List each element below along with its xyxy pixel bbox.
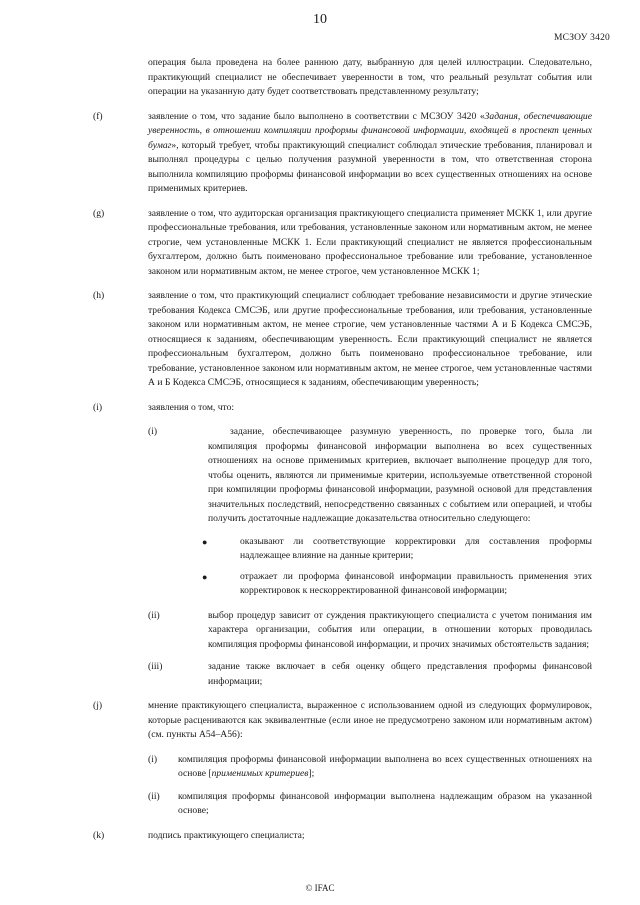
bullet-item [202,535,592,564]
sub-item-label: (i) [148,753,158,765]
item-text: подпись практикующего специалиста; [148,829,305,841]
sub-item-i-3 [148,660,592,689]
sub-item-text: задание также включает в себя оценку общего представления проформы финансовой информации; [208,661,592,687]
sub-item-text: компиляция проформы финансовой информации выполнена надлежащим образом на указанной основе; [178,790,592,816]
item-text: мнение практикующего специалиста, выраженное с использованием одной из следующих формулировок, которые расцениваются как эквивалентные (если иное не предусмотрено законом или нормативным актом) (см. пункты A54–A56): [148,700,592,740]
item-label: (j) [93,700,103,711]
bullet-icon: ● [202,536,208,547]
list-item-j [93,699,592,743]
sub-item-text: выбор процедур зависит от суждения практикующего специалиста с учетом понимания им характера организации, события или операции, в отношении которых проводилась компиляция проформы финансовой информации, и прочих значимых обстоятельств задания; [208,609,592,650]
sub-item-i-1 [148,425,592,527]
bullet-icon: ● [202,571,208,582]
item-label: (h) [93,290,105,301]
item-label: (f) [93,110,103,122]
item-label: (i) [93,401,103,413]
item-label: (k) [93,829,105,841]
sub-item-label: (ii) [148,609,160,621]
sub-item-i-2 [148,609,592,653]
bullet-item [202,570,592,599]
item-label: (g) [93,207,105,219]
sub-item-text: компиляция проформы финансовой информации выполнена во всех существенных отношениях на основе [ [178,753,592,779]
sub-item-label: (i) [148,426,158,437]
copyright-footer: © IFAC [305,883,335,893]
item-text: заявление о том, что задание было выполнено в соответствии с МСЗОУ 3420 « [148,110,485,122]
sub-item-text: задание, обеспечивающее разумную уверенность, по проверке того, была ли компиляция проформы финансовой информации выполнена во всех существенных отношениях на основе применимых критериев, включает выполнение процедур для того, чтобы оценить, являются ли применимые критерии, используемые ответственной стороной при компиляции проформы финансовой информации, разумной основой для представления значительных последствий, непосредственно связанных с событием или операцией, и чтобы получить достаточные надлежащие доказательства относительно следующего: [208,426,592,524]
list-item-k [93,829,592,844]
criteria-placeholder: применимых критериев [211,768,309,779]
list-item-f [93,110,592,197]
page-number: 10 [313,12,327,27]
item-text-continued: », который требует, чтобы практикующий специалист соблюдал этические требования, планировал и выполнял процедуры с целью получения разумной уверенности в том, что ответственная сторона выполнила компиляцию проформы финансовой информации во всех существенных отношениях на основе применимых критериев. [148,139,592,194]
item-text: заявление о том, что аудиторская организация практикующего специалиста применяет МСКК 1, или другие профессиональные требования, или требования, установленные законом или нормативным актом, не менее строгие, чем установленные МСКК 1. Если практикующий специалист не является профессиональным бухгалтером, должно быть поименовано профессиональное требование или требование, установленное законом или нормативным актом, не менее строгое, чем установленное МСКК 1; [148,207,592,277]
bullet-text: отражает ли проформа финансовой информации правильность применения этих корректировок к нескорректированной финансовой информации; [240,570,592,596]
sub-item-label: (ii) [148,790,160,802]
bullet-text: оказывают ли соответствующие корректировки для составления проформы надлежащее влияние на данные критерии; [240,535,592,561]
item-text: заявление о том, что практикующий специалист соблюдает требование независимости и другие этические требования Кодекса СМСЭБ, или другие профессиональные требования, или требования, установленные законом или нормативным актом, не менее строгие, чем установленные частями А и Б Кодекса СМСЭБ, относящиеся к заданиям, обеспечивающим уверенность. Если практикующий специалист не является профессиональным бухгалтером, должно быть поименовано профессиональное требование, или требование, установленное законом или нормативным актом, не менее строгое, чем установленные частями А и Б Кодекса СМСЭБ, относящиеся к заданиям, обеспечивающим уверенность; [148,290,592,388]
list-item-i [93,401,592,416]
document-code: МСЗОУ 3420 [554,33,610,43]
page-content [93,56,592,853]
sub-item-j-1 [148,753,592,782]
continuation-paragraph: операция была проведена на более раннюю дату, выбранную для целей иллюстрации. Следовательно, практикующий специалист не обеспечивает уверенности в том, что реальный результат события или операции на указанную дату будет соответствовать представленному результату; [148,57,592,97]
standard-title: Задания, обеспечивающие уверенность, в отношении компиляции проформы финансовой информации, входящей в проспект ценных бумаг [148,110,592,151]
list-item-g [93,207,592,280]
sub-item-j-2 [148,790,592,819]
list-item-h [93,289,592,391]
sub-item-text-end: ]; [308,768,315,779]
sub-item-label: (iii) [148,661,163,672]
item-text: заявления о том, что: [148,401,235,413]
